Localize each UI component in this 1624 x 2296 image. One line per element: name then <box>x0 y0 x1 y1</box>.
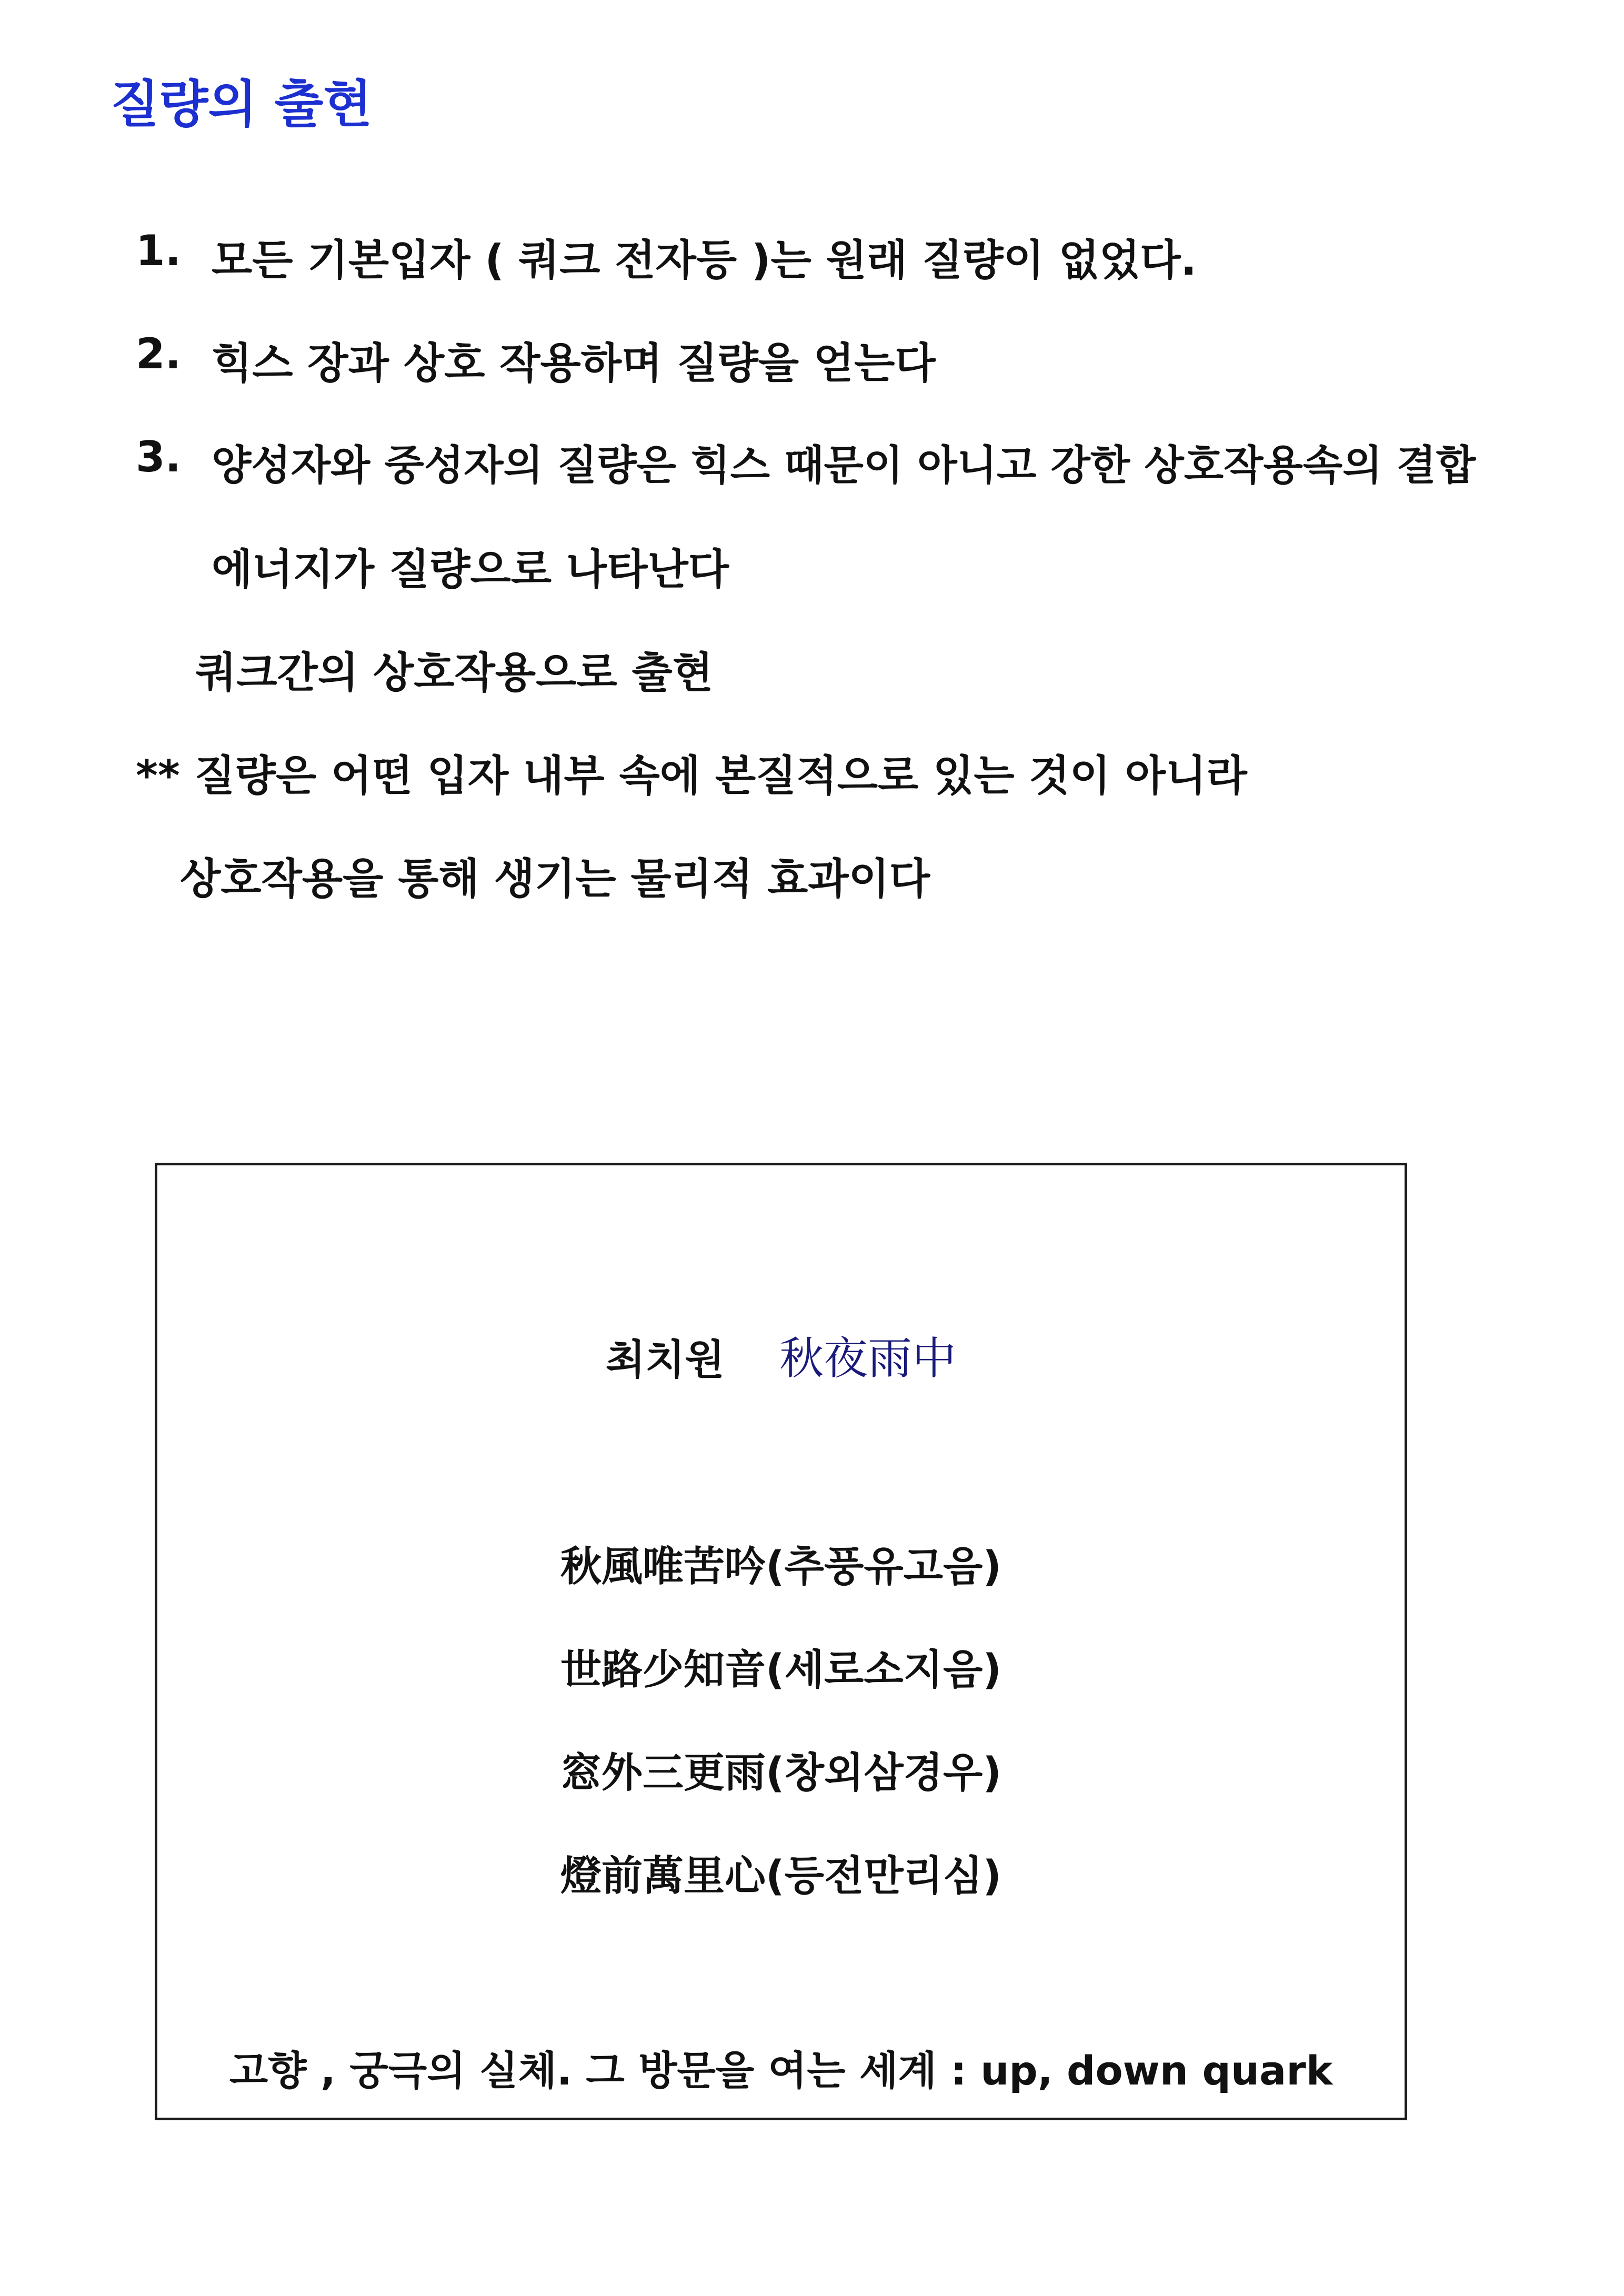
note-line-1: ** 질량은 어떤 입자 내부 속에 본질적으로 있는 것이 아니라 <box>136 751 1247 800</box>
page-title: 질량의 출현 <box>111 75 373 134</box>
list-item-text: 양성자와 중성자의 질량은 힉스 때문이 아니고 강한 상호작용속의 결합 <box>212 442 1476 489</box>
list-item-text: 모든 기본입자 ( 쿼크 전자등 )는 원래 질량이 없었다. <box>212 236 1197 285</box>
quark-note: 쿼크간의 상호작용으로 출현 <box>196 648 714 697</box>
list-item-text: 힉스 장과 상호 작용하며 질량을 얻는다 <box>212 339 936 388</box>
note-line-2: 상호작용을 통해 생기는 물리적 효과이다 <box>180 854 930 903</box>
poem-box <box>155 1163 1407 2120</box>
poem-footer: 고향 , 궁극의 실체. 그 방문을 여는 세계 : up, down quark <box>229 2047 1333 2094</box>
poem-author: 최치원 <box>605 1336 725 1384</box>
poem-line: 世路少知音(세로소지음) <box>560 1646 1002 1694</box>
poem-heading <box>157 1323 1405 1387</box>
list-item-number: 1. <box>136 226 182 275</box>
list-item-number: 3. <box>136 432 182 481</box>
poem-line: 窓外三更雨(창외삼경우) <box>560 1749 1002 1797</box>
poem-line: 秋風唯苦吟(추풍유고음) <box>560 1543 1002 1590</box>
list-item-continuation: 에너지가 질량으로 나타난다 <box>212 545 729 594</box>
poem-title: 秋夜雨中 <box>779 1333 957 1384</box>
list-item-number: 2. <box>136 329 182 378</box>
poem-line: 燈前萬里心(등전만리심) <box>560 1852 1002 1900</box>
